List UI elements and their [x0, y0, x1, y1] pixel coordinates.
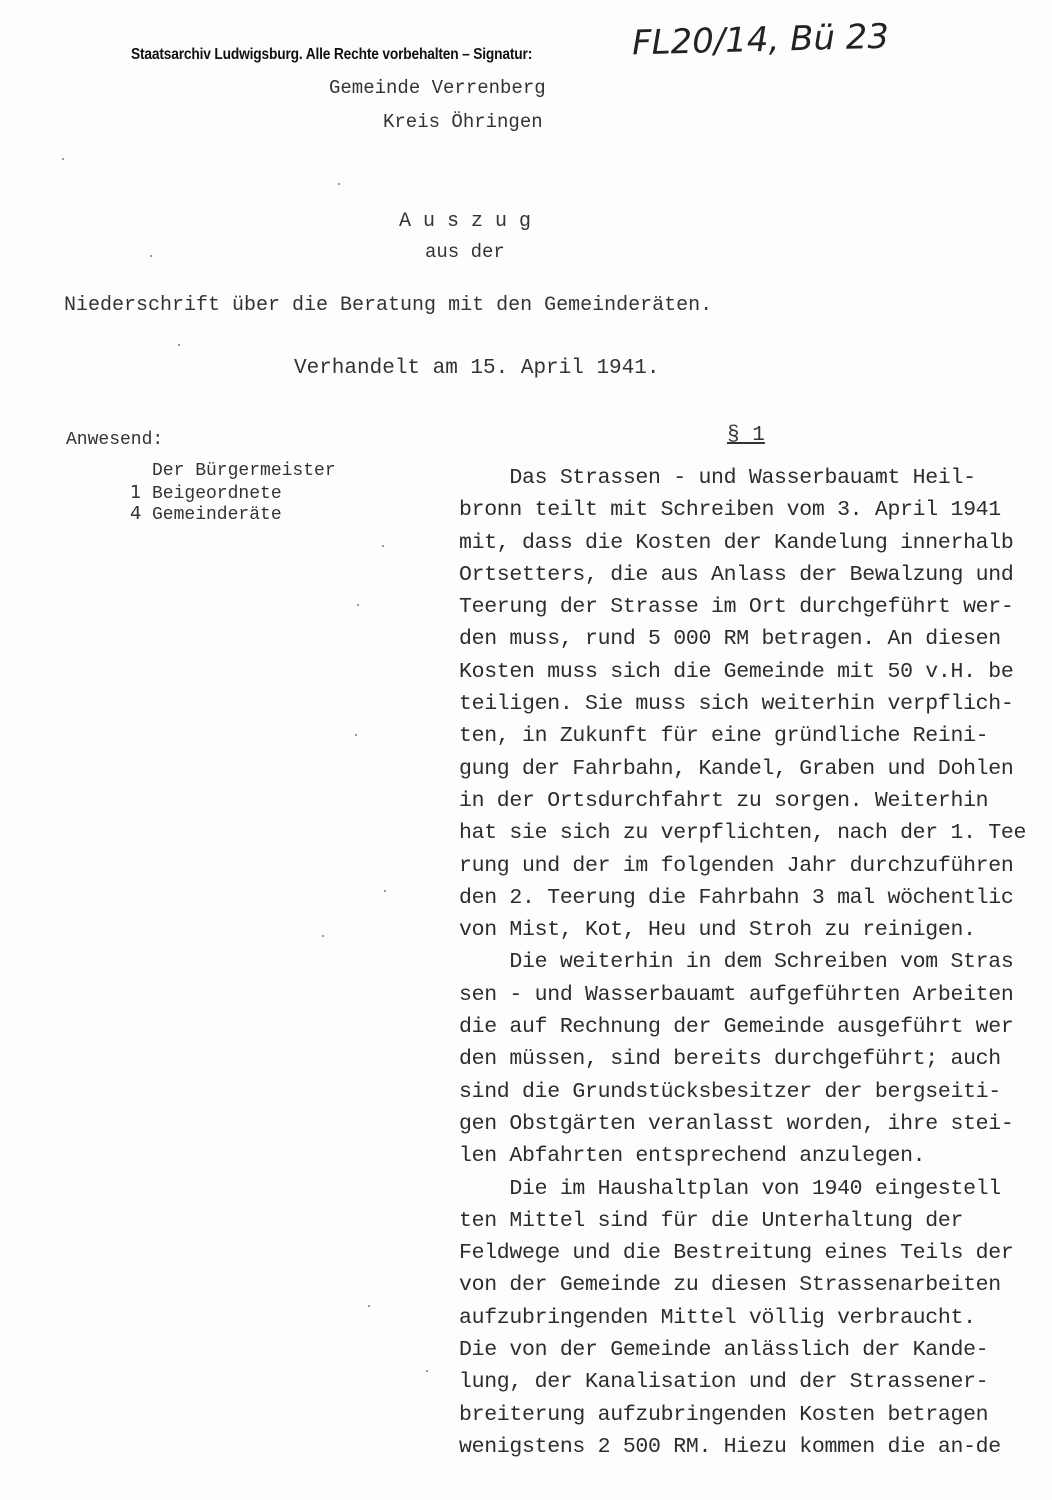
scan-speck	[368, 1305, 370, 1307]
scan-speck	[178, 344, 180, 346]
scan-speck	[322, 935, 324, 937]
body-line: Die weiterhin in dem Schreiben vom Stras	[459, 950, 1014, 975]
municipality-name: Gemeinde Verrenberg	[329, 77, 546, 99]
scan-speck	[384, 890, 386, 892]
body-line: Feldwege und die Bestreitung eines Teils der	[459, 1241, 1014, 1266]
body-line: ten Mittel sind für die Unterhaltung der	[459, 1208, 964, 1233]
body-line: den muss, rund 5 000 RM betragen. An diesen	[459, 627, 1001, 652]
meeting-date: Verhandelt am 15. April 1941.	[294, 357, 660, 380]
document-title: A u s z u g	[399, 210, 532, 233]
body-line: von der Gemeinde zu diesen Strassenarbeiten	[459, 1273, 1001, 1298]
document-subject: Niederschrift über die Beratung mit den Gemeinderäten.	[64, 294, 713, 317]
body-line: breiterung aufzubringenden Kosten betragen	[459, 1402, 989, 1427]
scan-speck	[150, 255, 152, 257]
body-line: gung der Fahrbahn, Kandel, Graben und Dohlen	[459, 756, 1014, 781]
body-line: teiligen. Sie muss sich weiterhin verpflich-	[459, 692, 1014, 717]
scan-speck	[426, 1370, 428, 1372]
body-line: die auf Rechnung der Gemeinde ausgeführt wer	[459, 1015, 1014, 1040]
district-name: Kreis Öhringen	[383, 111, 543, 133]
attendance-heading: Anwesend:	[66, 430, 164, 450]
body-line: Das Strassen - und Wasserbauamt Heil-	[459, 466, 976, 490]
attendance-label: Gemeinderäte	[152, 505, 282, 525]
body-line: in der Ortsdurchfahrt zu sorgen. Weiterhin	[459, 788, 989, 813]
body-line: wenigstens 2 500 RM. Hiezu kommen die an-de	[459, 1434, 1001, 1459]
attendance-row	[130, 461, 336, 482]
attendance-row	[130, 503, 336, 524]
attendance-row	[130, 482, 336, 503]
body-line: bronn teilt mit Schreiben vom 3. April 1941	[459, 498, 1001, 523]
attendance-count: 1	[130, 482, 142, 503]
section-mark: § 1	[727, 424, 765, 447]
body-line: rung und der im folgenden Jahr durchzuführen	[459, 853, 1014, 878]
body-line: Kosten muss sich die Gemeinde mit 50 v.H. be	[459, 659, 1014, 684]
body-line: Die im Haushaltplan von 1940 eingestell	[459, 1176, 1001, 1201]
body-line: Teerung der Strasse im Ort durchgeführt wer-	[459, 595, 1014, 620]
handwritten-signature: FL20/14, Bü 23	[631, 16, 890, 64]
scan-speck	[357, 604, 359, 606]
body-line: hat sie sich zu verpflichten, nach der 1. Tee	[459, 821, 1027, 846]
scan-speck	[62, 158, 64, 160]
body-line: lung, der Kanalisation und der Strassener-	[459, 1370, 989, 1395]
body-line: sen - und Wasserbauamt aufgeführten Arbeiten	[459, 982, 1014, 1007]
body-line: von Mist, Kot, Heu und Stroh zu reinigen.	[459, 918, 976, 943]
body-line: mit, dass die Kosten der Kandelung innerhalb	[459, 530, 1014, 555]
body-line: sind die Grundstücksbesitzer der bergseiti-	[459, 1079, 1001, 1104]
body-line: Die von der Gemeinde anlässlich der Kande-	[459, 1338, 989, 1363]
body-line: len Abfahrten entsprechend anzulegen.	[459, 1144, 926, 1169]
scan-speck	[382, 545, 384, 547]
scan-speck	[355, 734, 357, 736]
body-line: gen Obstgärten veranlasst worden, ihre stei-	[459, 1111, 1014, 1136]
section-body	[459, 462, 1052, 1463]
attendance-label: Der Bürgermeister	[152, 461, 336, 481]
attendance-list	[130, 461, 336, 524]
body-line: den müssen, sind bereits durchgeführt; auch	[459, 1047, 1001, 1072]
body-line: den 2. Teerung die Fahrbahn 3 mal wöchentlic	[459, 885, 1014, 910]
scan-speck	[338, 183, 340, 185]
archive-stamp: Staatsarchiv Ludwigsburg. Alle Rechte vorbehalten – Signatur:	[131, 46, 533, 63]
attendance-count: 4	[130, 503, 142, 524]
body-line: Ortsetters, die aus Anlass der Bewalzung und	[459, 562, 1014, 587]
attendance-label: Beigeordnete	[152, 484, 282, 504]
document-subtitle: aus der	[425, 241, 505, 263]
body-line: aufzubringenden Mittel völlig verbraucht.	[459, 1305, 976, 1330]
body-line: ten, in Zukunft für eine gründliche Reini-	[459, 724, 989, 749]
